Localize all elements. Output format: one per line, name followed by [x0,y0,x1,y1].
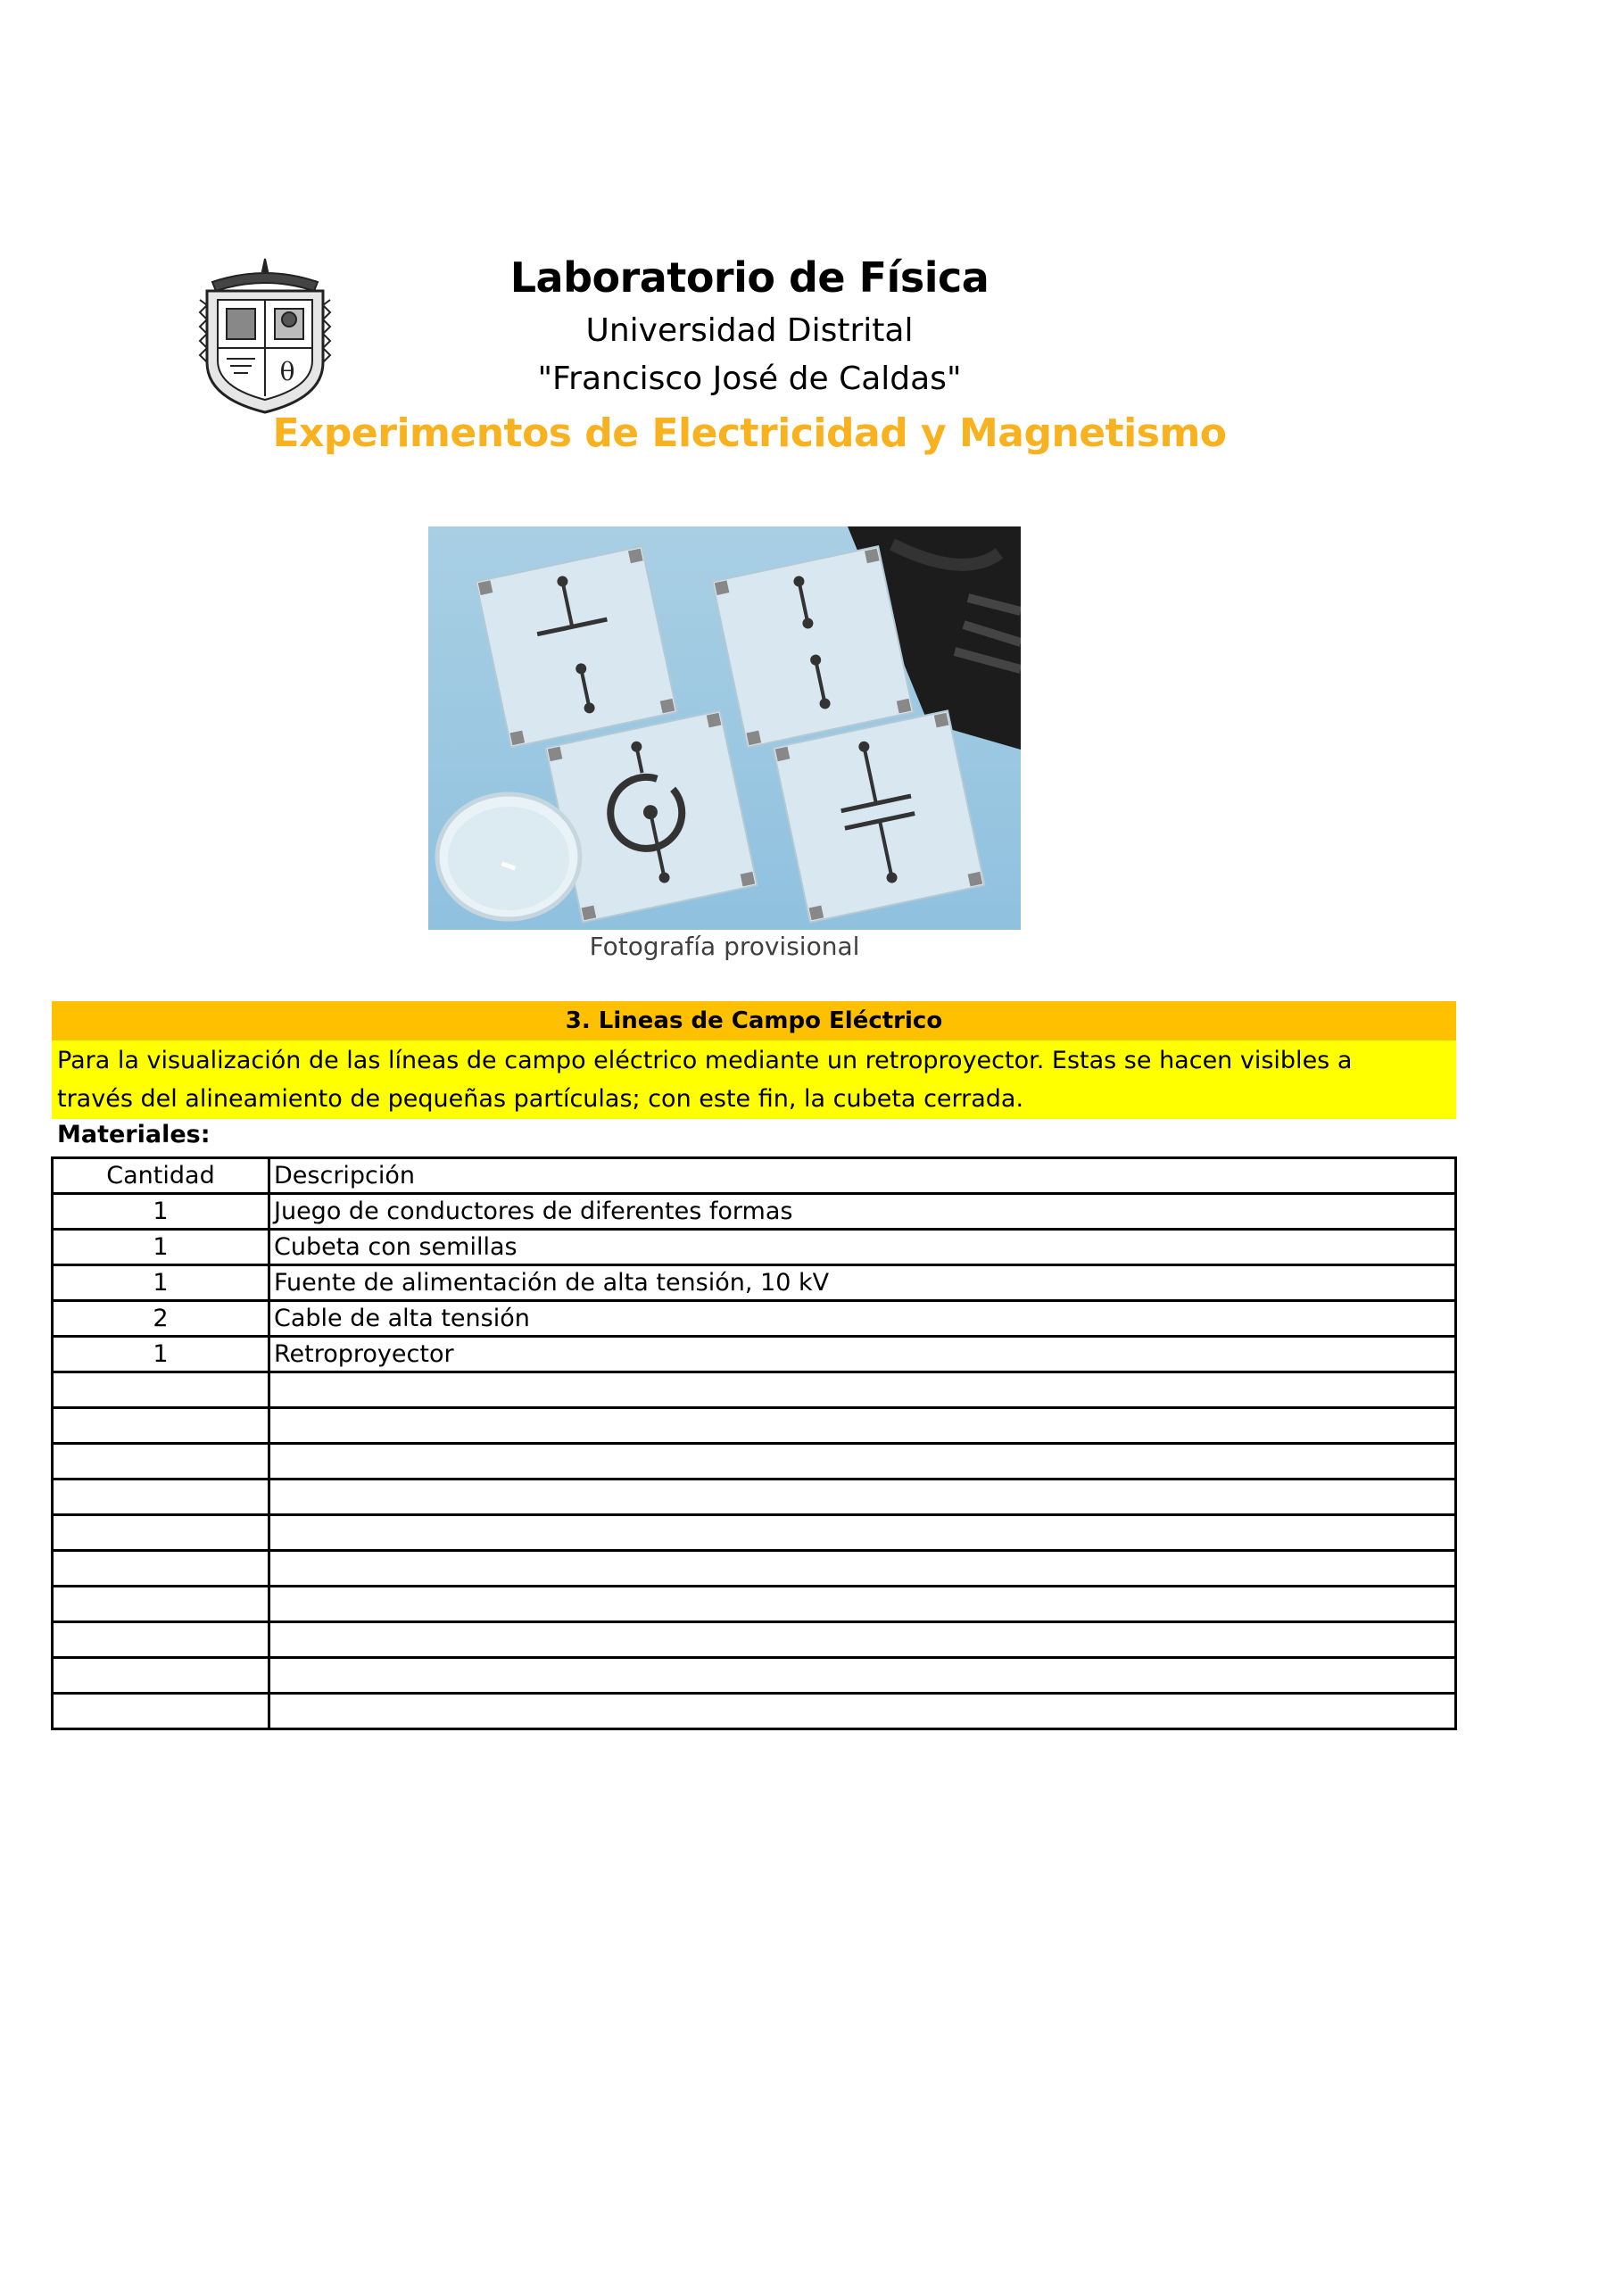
description-cell [269,1622,1456,1658]
table-row [53,1480,1456,1515]
table-row [53,1337,1456,1372]
quantity-cell [53,1372,269,1408]
description-cell [269,1658,1456,1694]
quantity-cell: 1 [53,1230,269,1265]
description-cell [269,1515,1456,1551]
description-cell [269,1694,1456,1729]
experiment-photo [428,526,1021,930]
table-row [53,1587,1456,1622]
table-row [53,1622,1456,1658]
description-cell [269,1587,1456,1622]
quantity-cell: 1 [53,1194,269,1230]
description-cell: Fuente de alimentación de alta tensión, 10 kV [269,1265,1456,1301]
quantity-cell [53,1444,269,1480]
photo-caption: Fotografía provisional [589,932,860,961]
materials-label: Materiales: [57,1121,211,1148]
quantity-cell: 1 [53,1337,269,1372]
table-row [53,1194,1456,1230]
quantity-cell [53,1587,269,1622]
description-cell [269,1408,1456,1444]
description-cell: Juego de conductores de diferentes formas [269,1194,1456,1230]
table-row [53,1230,1456,1265]
svg-text:θ: θ [279,357,295,386]
description-cell: Cubeta con semillas [269,1230,1456,1265]
table-row [53,1515,1456,1551]
table-row [53,1658,1456,1694]
description-cell [269,1551,1456,1587]
description-cell [269,1480,1456,1515]
description-cell [269,1444,1456,1480]
description-cell: Cable de alta tensión [269,1301,1456,1337]
table-row [53,1265,1456,1301]
quantity-cell [53,1658,269,1694]
quantity-cell: 2 [53,1301,269,1337]
table-row [53,1551,1456,1587]
university-name-label: "Francisco José de Caldas" [537,361,962,397]
section-description [52,1040,1456,1119]
description-cell: Retroproyector [269,1337,1456,1372]
quantity-cell [53,1408,269,1444]
section-title: 3. Lineas de Campo Eléctrico [52,1001,1456,1040]
table-row [53,1408,1456,1444]
table-row [53,1694,1456,1729]
quantity-cell: 1 [53,1265,269,1301]
university-label: Universidad Distrital [585,312,914,349]
description-line-1: Para la visualización de las líneas de campo eléctrico mediante un retroproyector. Estas se hacen visibles a [57,1047,1353,1074]
quantity-cell [53,1694,269,1729]
experiments-title: Experimentos de Electricidad y Magnetismo [272,410,1227,456]
quantity-cell [53,1480,269,1515]
quantity-cell [53,1515,269,1551]
quantity-cell [53,1551,269,1587]
table-header-row [53,1158,1456,1194]
page-title: Laboratorio de Física [509,253,990,302]
description-line-2: través del alineamiento de pequeñas partículas; con este fin, la cubeta cerrada. [57,1085,1024,1113]
column-header-description: Descripción [269,1158,1456,1194]
table-row [53,1372,1456,1408]
table-row [53,1301,1456,1337]
table-row [53,1444,1456,1480]
quantity-cell [53,1622,269,1658]
column-header-quantity: Cantidad [53,1158,269,1194]
description-cell [269,1372,1456,1408]
materials-table [51,1156,1457,1730]
